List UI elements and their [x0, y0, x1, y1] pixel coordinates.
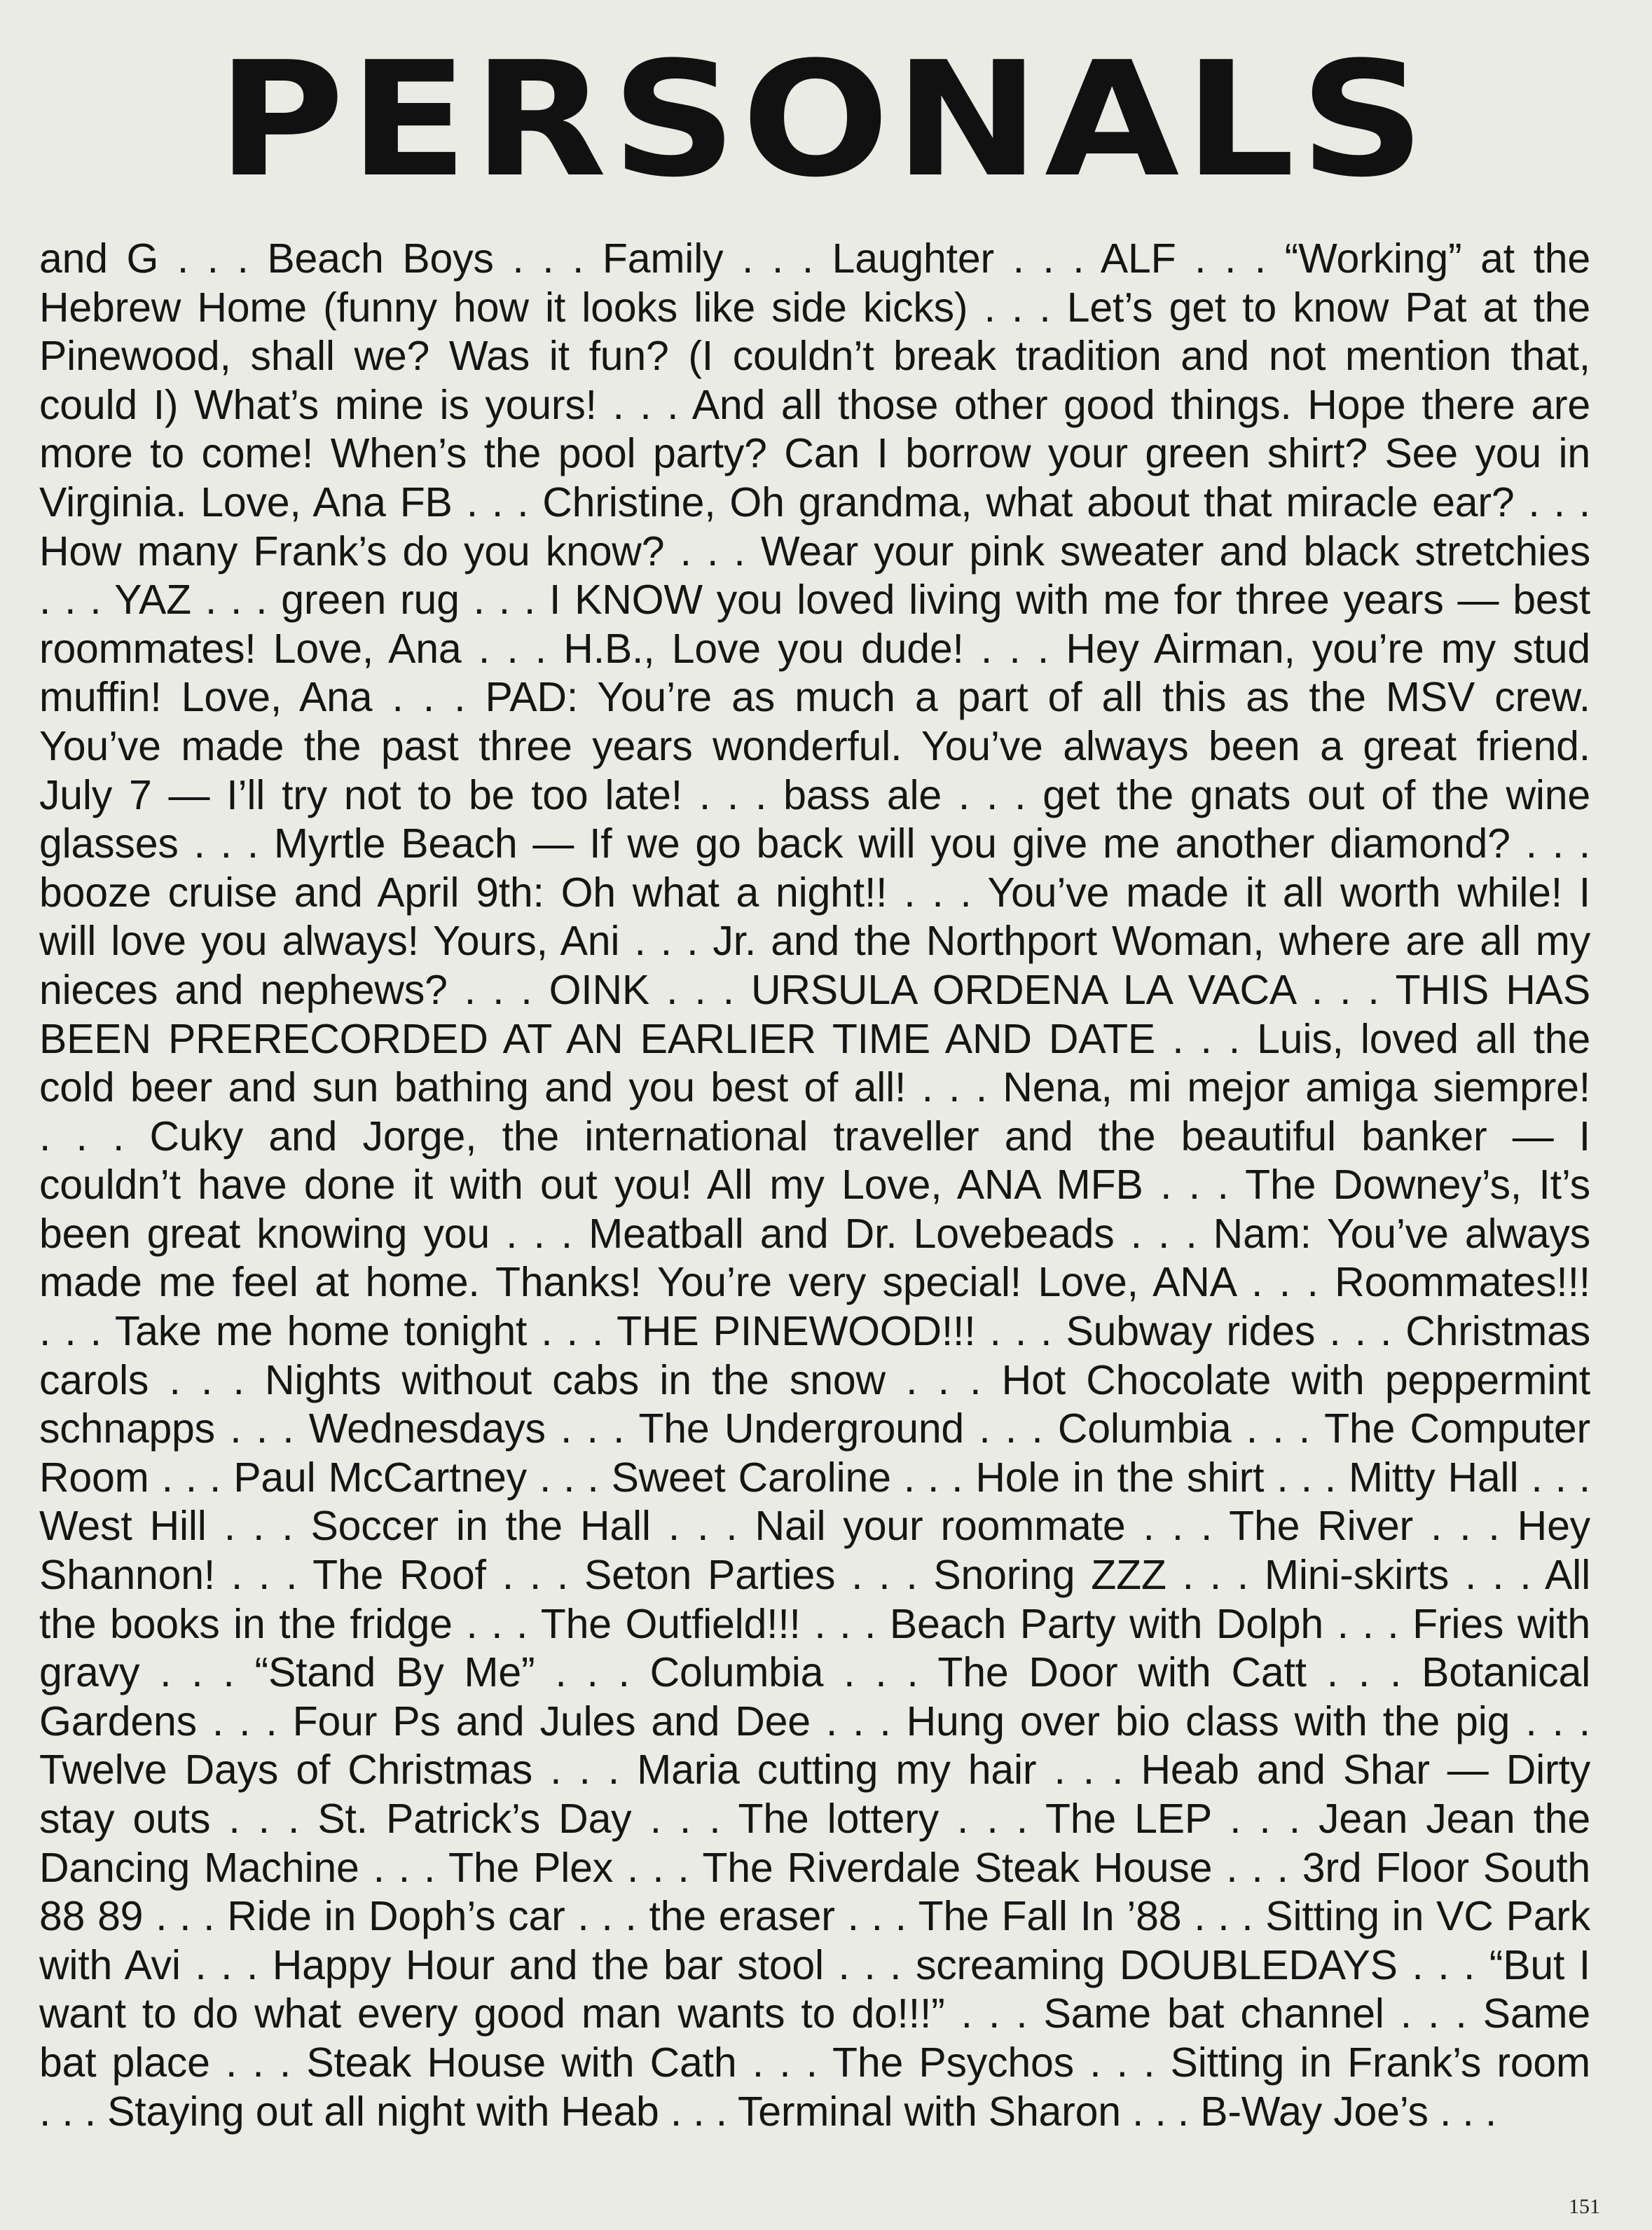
page-number: 151 [1569, 2195, 1600, 2218]
text-line: Twelve Days of Christmas . . . Maria cutting my hair . . . Heab and Shar — Dirty [39, 1747, 1590, 1794]
text-line: How many Frank’s do you know? . . . Wear your pink sweater and black stretchies [39, 528, 1590, 574]
text-line: . . . Take me home tonight . . . THE PINEWOOD!!! . . . Subway rides . . . Christmas [39, 1308, 1590, 1355]
text-line: bat place . . . Steak House with Cath . . . The Psychos . . . Sitting in Frank’s room [39, 2039, 1590, 2086]
text-line: could I) What’s mine is yours! . . . And all those other good things. Hope there are [39, 381, 1590, 428]
text-line: muffin! Love, Ana . . . PAD: You’re as much a part of all this as the MSV crew. [39, 674, 1590, 721]
text-line: and G . . . Beach Boys . . . Family . . . Laughter . . . ALF . . . “Working” at the [39, 235, 1590, 282]
text-line: will love you always! Yours, Ani . . . Jr. and the Northport Woman, where are all my [39, 918, 1590, 965]
text-line: roommates! Love, Ana . . . H.B., Love you dude! . . . Hey Airman, you’re my stud [39, 625, 1590, 672]
text-line: Hebrew Home (funny how it looks like side kicks) . . . Let’s get to know Pat at the [39, 284, 1590, 331]
text-line: want to do what every good man wants to do!!!” . . . Same bat channel . . . Same [39, 1990, 1590, 2037]
text-line: West Hill . . . Soccer in the Hall . . . Nail your roommate . . . The River . . . Hey [39, 1503, 1590, 1550]
text-line: couldn’t have done it with out you! All my Love, ANA MFB . . . The Downey’s, It’s [39, 1162, 1590, 1209]
text-line: carols . . . Nights without cabs in the snow . . . Hot Chocolate with peppermint [39, 1356, 1590, 1403]
text-line: made me feel at home. Thanks! You’re very special! Love, ANA . . . Roommates!!! [39, 1259, 1590, 1306]
text-line: schnapps . . . Wednesdays . . . The Underground . . . Columbia . . . The Computer [39, 1405, 1590, 1452]
text-line: Dancing Machine . . . The Plex . . . The Riverdale Steak House . . . 3rd Floor South [39, 1844, 1590, 1891]
text-line: the books in the fridge . . . The Outfield!!! . . . Beach Party with Dolph . . . Fries with [39, 1600, 1590, 1647]
text-line: glasses . . . Myrtle Beach — If we go back will you give me another diamond? . . . [39, 820, 1590, 867]
page-heading: PERSONALS [216, 28, 1430, 212]
text-line: nieces and nephews? . . . OINK . . . URSULA ORDENA LA VACA . . . THIS HAS [39, 966, 1590, 1013]
text-line: 88 89 . . . Ride in Doph’s car . . . the eraser . . . The Fall In ’88 . . . Sitting in VC Park [39, 1893, 1590, 1940]
text-line: been great knowing you . . . Meatball and Dr. Lovebeads . . . Nam: You’ve always [39, 1210, 1590, 1257]
text-line: BEEN PRERECORDED AT AN EARLIER TIME AND DATE . . . Luis, loved all the [39, 1015, 1590, 1062]
text-line: booze cruise and April 9th: Oh what a night!! . . . You’ve made it all worth while! I [39, 869, 1590, 916]
text-line: . . . Staying out all night with Heab . . . Terminal with Sharon . . . B-Way Joe’s . . . [39, 2088, 1497, 2135]
text-line: gravy . . . “Stand By Me” . . . Columbia . . . The Door with Catt . . . Botanical [39, 1649, 1590, 1696]
text-line: . . . Cuky and Jorge, the international traveller and the beautiful banker — I [39, 1113, 1590, 1159]
text-line: Gardens . . . Four Ps and Jules and Dee . . . Hung over bio class with the pig . . . [39, 1698, 1590, 1744]
text-line: July 7 — I’ll try not to be too late! . . . bass ale . . . get the gnats out of the wine [39, 771, 1590, 818]
text-line: Shannon! . . . The Roof . . . Seton Parties . . . Snoring ZZZ . . . Mini-skirts . . . All [39, 1552, 1590, 1599]
text-line: You’ve made the past three years wonderful. You’ve always been a great friend. [39, 722, 1590, 769]
text-line: Virginia. Love, Ana FB . . . Christine, Oh grandma, what about that miracle ear? . . . [39, 479, 1590, 525]
text-line: more to come! When’s the pool party? Can I borrow your green shirt? See you in [39, 430, 1590, 477]
text-line: . . . YAZ . . . green rug . . . I KNOW you loved living with me for three years — best [39, 577, 1590, 624]
text-line: cold beer and sun bathing and you best of all! . . . Nena, mi mejor amiga siempre! [39, 1064, 1590, 1111]
text-line: with Avi . . . Happy Hour and the bar stool . . . screaming DOUBLEDAYS . . . “But I [39, 1941, 1590, 1988]
text-line: Room . . . Paul McCartney . . . Sweet Caroline . . . Hole in the shirt . . . Mitty Hall . . . [39, 1454, 1590, 1501]
personals-text-block [39, 235, 1590, 2136]
text-line: stay outs . . . St. Patrick’s Day . . . The lottery . . . The LEP . . . Jean Jean the [39, 1796, 1590, 1842]
text-line: Pinewood, shall we? Was it fun? (I couldn’t break tradition and not mention that, [39, 333, 1590, 380]
